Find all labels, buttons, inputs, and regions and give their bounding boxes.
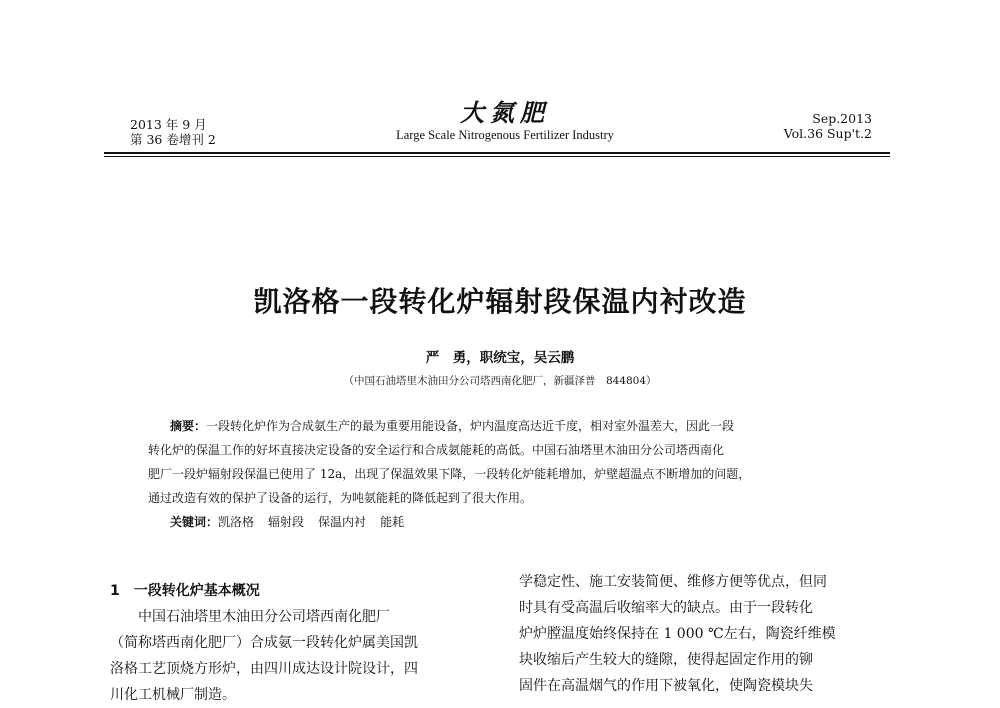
- paper-affiliation: （中国石油塔里木油田分公司塔西南化肥厂，新疆泽普 844804）: [343, 375, 657, 387]
- body-line: 炉炉膛温度始终保持在 1 000 ℃左右，陶瓷纤维模: [519, 626, 836, 642]
- body-line: 洛格工艺顶烧方形炉，由四川成达设计院设计，四: [110, 661, 418, 677]
- journal-masthead: [360, 100, 650, 142]
- body-line: 川化工机械厂制造。: [110, 687, 236, 703]
- abstract-line: 摘要：一段转化炉作为合成氨生产的最为重要用能设备，炉内温度高达近千度，相对室外温差大，因此一段: [170, 419, 735, 433]
- header-rule-thick: [104, 152, 890, 154]
- abstract-line: 通过改造有效的保护了设备的运行，为吨氨能耗的降低起到了很大作用。: [148, 491, 533, 505]
- paper-title: 凯洛格一段转化炉辐射段保温内衬改造: [253, 285, 747, 318]
- issue-date-cn: 2013 年 9 月: [130, 117, 207, 132]
- keywords: [170, 513, 418, 530]
- body-line: （简称塔西南化肥厂）合成氨一段转化炉属美国凯: [110, 635, 418, 651]
- header-left: [130, 117, 216, 147]
- header-rule-thin: [104, 156, 890, 157]
- section-heading: 1 一段转化炉基本概况: [110, 583, 260, 599]
- abstract: [148, 414, 860, 510]
- body-line: 中国石油塔里木油田分公司塔西南化肥厂: [138, 609, 390, 625]
- keywords-label: 关键词：: [170, 515, 219, 529]
- body-column-right: [519, 569, 895, 699]
- keyword: 凯洛格: [218, 515, 255, 529]
- body-column-left: [110, 578, 486, 708]
- volume-cn: 第 36 卷增刊 2: [130, 132, 216, 147]
- abstract-label: 摘要：: [170, 419, 207, 433]
- keyword: 保温内衬: [318, 515, 367, 529]
- body-line: 块收缩后产生较大的缝隙，使得起固定作用的铆: [519, 652, 813, 668]
- abstract-line: 转化炉的保温工作的好坏直接决定设备的安全运行和合成氨能耗的高低。中国石油塔里木油田分公司塔西南化: [148, 443, 725, 457]
- body-line: 时具有受高温后收缩率大的缺点。由于一段转化: [519, 600, 813, 616]
- paper-authors: 严 勇，职统宝，吴云鹏: [425, 350, 575, 366]
- abstract-line: 肥厂一段炉辐射段保温已使用了 12a，出现了保温效果下降，一段转化炉能耗增加，炉壁超温点不断增加的问题，: [148, 467, 751, 481]
- journal-title-en: Large Scale Nitrogenous Fertilizer Industry: [396, 128, 614, 142]
- keyword: 辐射段: [268, 515, 305, 529]
- keyword: 能耗: [380, 515, 405, 529]
- volume-en: Vol.36 Sup't.2: [783, 126, 872, 141]
- body-line: 固件在高温烟气的作用下被氧化，使陶瓷模块失: [519, 678, 813, 694]
- header-right: [784, 111, 872, 141]
- journal-title-cn: 大氮肥: [460, 98, 550, 127]
- body-line: 学稳定性、施工安装简便、维修方便等优点，但同: [519, 574, 827, 590]
- issue-date-en: Sep.2013: [812, 111, 872, 126]
